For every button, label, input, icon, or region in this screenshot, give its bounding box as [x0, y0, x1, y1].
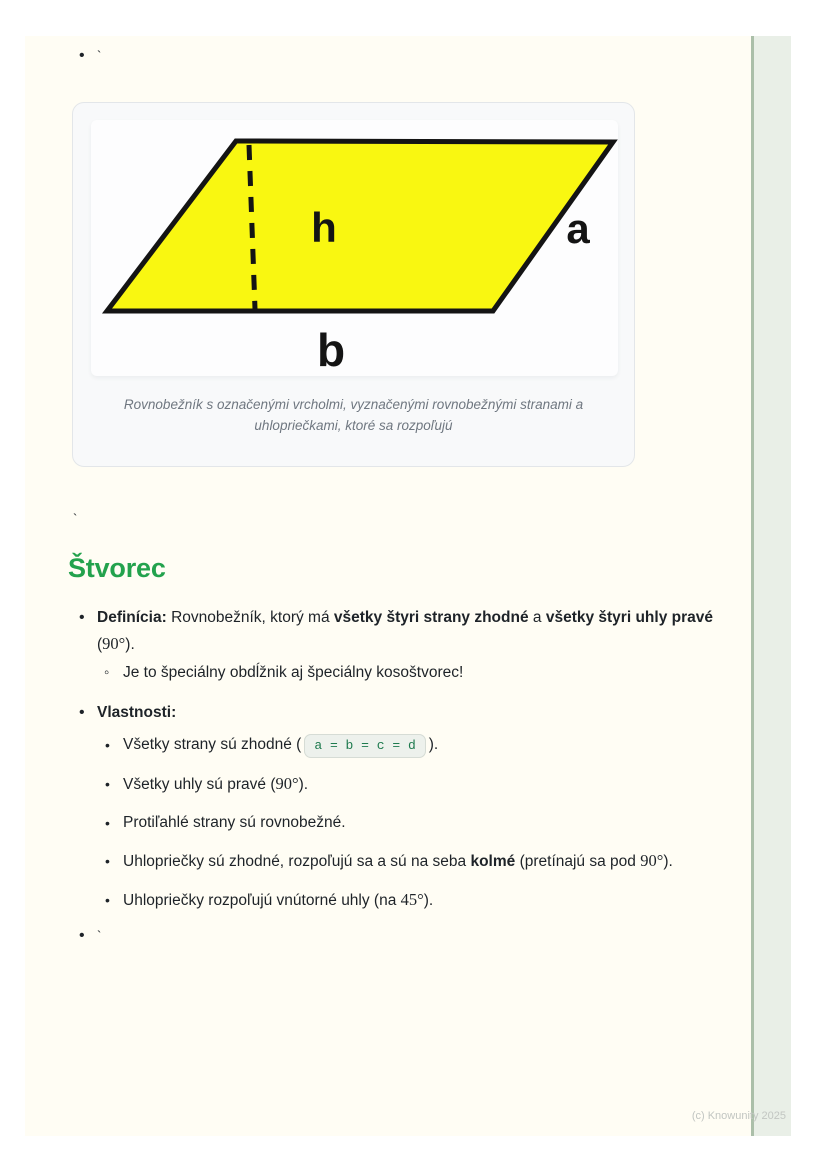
document-page	[25, 36, 791, 1136]
copyright-note: (c) Knowunity 2025	[691, 1110, 786, 1122]
list-item-protilahle: • Protiľahlé strany sú rovnobežné.	[68, 810, 731, 836]
label-base-b: b	[316, 324, 346, 376]
figure-caption: Rovnobežník s označenými vrcholmi, vyznačenými rovnobežnými stranami a uhlopriečkami, ktoré sa rozpoľujú	[123, 397, 584, 433]
list-item-special: ◦ Je to špeciálny obdĺžnik aj špeciálny kosoštvorec!	[68, 660, 731, 686]
list-item-uhlopriecky-zhodne: • Uhlopriečky sú zhodné, rozpoľujú sa a sú na seba kolmé (pretínajú sa pod 90°).	[68, 848, 731, 875]
figure-image	[91, 120, 618, 376]
backtick-text: `	[97, 928, 103, 943]
backtick-text: `	[97, 48, 103, 63]
list-item-definicia: • Definícia: Rovnobežník, ktorý má všetky štyri strany zhodné a všetky štyri uhly pravé (90°).	[68, 605, 731, 658]
parallelogram-shape	[107, 141, 613, 311]
list-item-vlastnosti: • Vlastnosti:	[68, 700, 731, 726]
list-item-tick-bottom	[68, 926, 731, 946]
section-list	[68, 605, 731, 914]
stray-backtick: `	[73, 511, 78, 526]
label-height-h: h	[311, 204, 337, 251]
bottom-list	[68, 926, 731, 946]
section-heading: Štvorec	[68, 553, 166, 583]
list-item-uhlopriecky-uhly: • Uhlopriečky rozpoľujú vnútorné uhly (na 45°).	[68, 887, 731, 914]
page-content	[25, 36, 791, 946]
list-item-tick-top	[68, 46, 731, 66]
figure-card	[72, 102, 635, 467]
list-item-uhly: • Všetky uhly sú pravé (90°).	[68, 771, 731, 798]
list-item-strany: • Všetky strany sú zhodné ( a = b = c = d ).	[68, 732, 731, 759]
label-side-a: a	[566, 205, 590, 252]
top-list	[68, 46, 731, 66]
parallelogram-figure	[91, 120, 618, 376]
